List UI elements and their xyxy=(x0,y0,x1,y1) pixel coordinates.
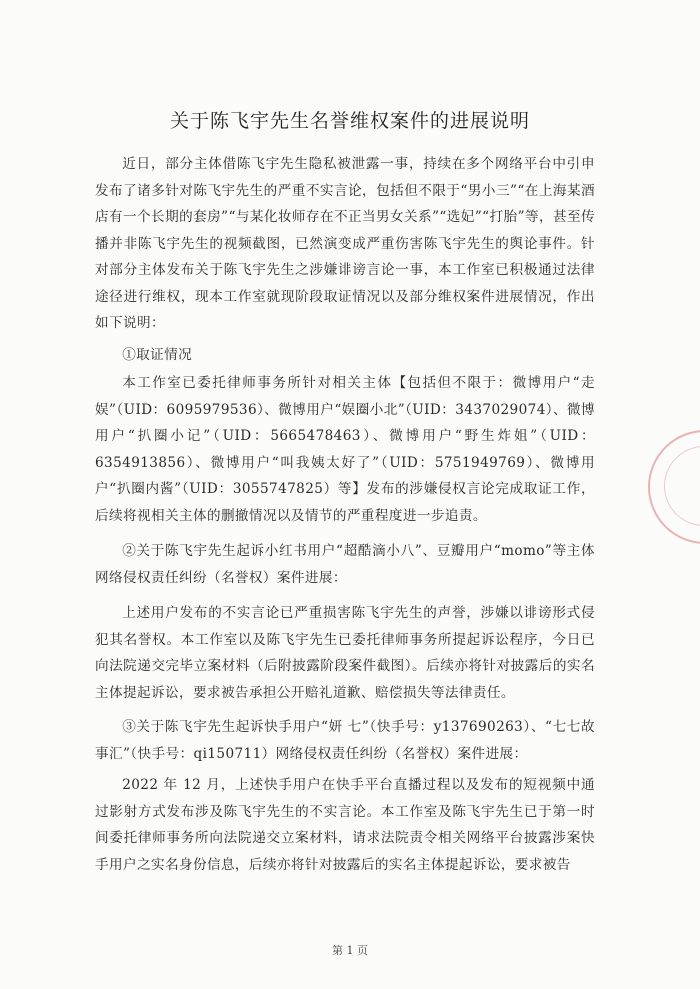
page-number: 第 1 页 xyxy=(332,944,368,957)
paragraph-xiaohongshu: 上述用户发布的不实言论已严重损害陈飞宇先生的声誉，涉嫌以诽谤形式侵犯其名誉权。本工作室以及陈飞宇先生已委托律师事务所提起诉讼程序，今日已向法院递交完毕立案材料（后附披露阶段案件截图）。后续亦将针对披露后的实名主体提起诉讼，要求被告承担公开赔礼道歉、赔偿损失等法律责任。 xyxy=(95,605,595,701)
section-heading-kuaishou: ③关于陈飞宇先生起诉快手用户“妍 七”（快手号：y137690263）、“七七故事汇”（快手号：qi150711）网络侵权责任纠纷（名誉权）案件进展： xyxy=(95,719,595,762)
paragraph-intro: 近日，部分主体借陈飞宇先生隐私被泄露一事，持续在多个网络平台中引申发布了诸多针对陈飞宇先生的严重不实言论，包括但不限于“男小三”“在上海某酒店有一个长期的套房”“与某化妆师存在不正当男女关系”“选妃”“打胎”等，甚至传播并非陈飞宇先生的视频截图，已然演变成严重伤害陈飞宇先生的舆论事件。针对部分主体发布关于陈飞宇先生之涉嫌诽谤言论一事，本工作室已积极通过法律途径进行维权，现本工作室就现阶段取证情况以及部分维权案件进展情况，作出如下说明： xyxy=(95,156,595,331)
section-heading-xiaohongshu: ②关于陈飞宇先生起诉小红书用户“超酷滴小八”、豆瓣用户“momo”等主体网络侵权责任纠纷（名誉权）案件进展： xyxy=(95,543,595,586)
section-heading-evidence: ①取证情况 xyxy=(122,347,193,363)
paragraph-evidence: 本工作室已委托律师事务所针对相关主体【包括但不限于：微博用户“走娱”（UID：6095979536）、微博用户“娱圈小北”（UID：3437029074）、微博用户“扒圈小记”（UID：5665478463）、微博用户“野生炸姐”（UID：6354913856）、微博用户“叫我姨太好了”（UID：5751949769）、微博用户“扒圈内酱”（UID：3055747825）等】发布的涉嫌侵权言论完成取证工作，后续将视相关主体的删撤情况以及情节的严重程度进一步追责。 xyxy=(95,375,595,524)
red-seal-stamp xyxy=(648,430,700,544)
seal-inner-ring xyxy=(664,446,700,526)
document-title: 关于陈飞宇先生名誉维权案件的进展说明 xyxy=(169,110,530,132)
paragraph-kuaishou: 2022 年 12 月，上述快手用户在快手平台直播过程以及发布的短视频中通过影射方式发布涉及陈飞宇先生的不实言论。本工作室及陈飞宇先生已于第一时间委托律师事务所向法院递交立案材料，请求法院责令相关网络平台披露涉案快手用户之实名身份信息，后续亦将针对披露后的实名主体提起诉讼，要求被告 xyxy=(95,777,595,873)
